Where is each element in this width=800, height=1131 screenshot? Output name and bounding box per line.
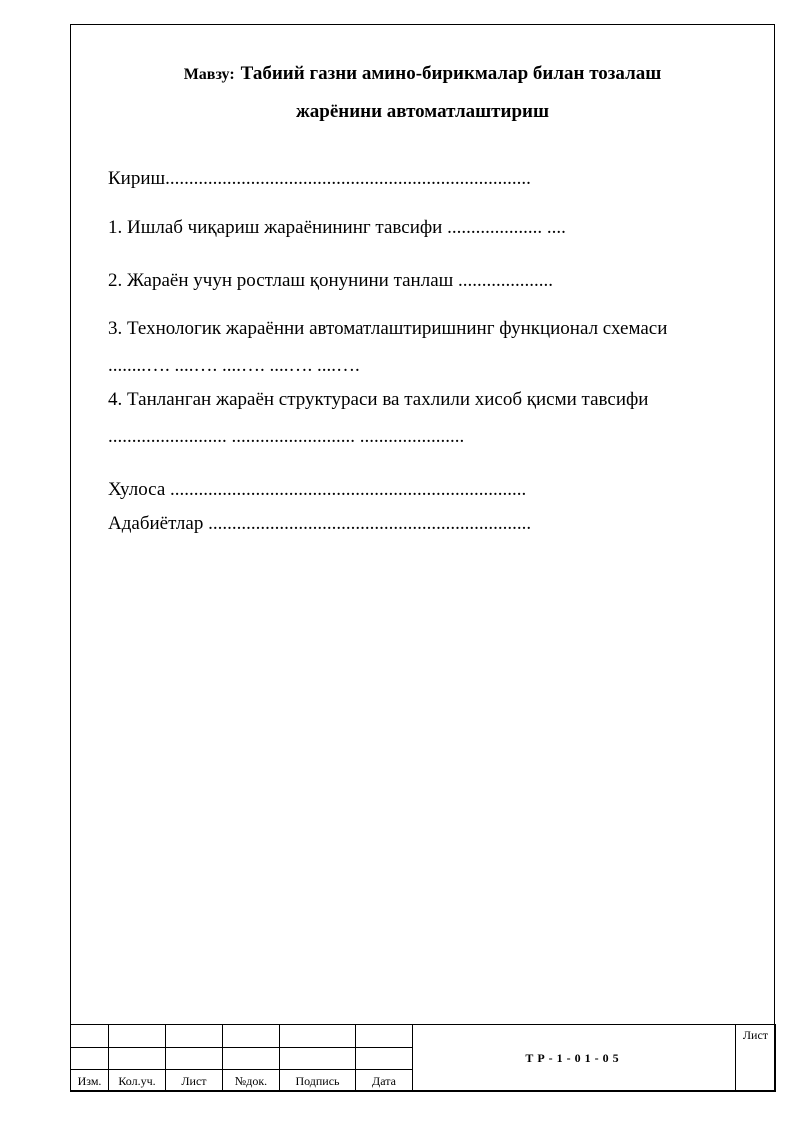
document-code: ТР-1-01-05: [413, 1025, 736, 1092]
toc-item-4-dots: ......................... .......................... ......................: [108, 426, 465, 447]
stamp-cell: [356, 1048, 413, 1070]
topic-title-line2: жарёнини автоматлаштириш: [295, 101, 550, 122]
title-block-stamp: [70, 1024, 776, 1092]
stamp-cell: [109, 1048, 166, 1070]
stamp-header-date: Дата: [356, 1070, 413, 1092]
stamp-header-change: Изм.: [71, 1070, 109, 1092]
topic-title-text: Табиий газни амино-бирикмалар билан тозалаш: [240, 63, 662, 84]
sheet-label: Лист: [736, 1025, 776, 1092]
stamp-header-count: Кол.уч.: [109, 1070, 166, 1092]
toc-item-3-dots: ........…. ....…. ....…. ....…. ....….: [108, 355, 360, 376]
stamp-cell: [71, 1025, 109, 1048]
toc-item-3: 3. Технологик жараённи автоматлаштиришнинг функционал схемаси: [108, 318, 668, 339]
stamp-cell: [223, 1048, 280, 1070]
stamp-header-sheet: Лист: [166, 1070, 223, 1092]
topic-label: Мавзу:: [183, 66, 235, 83]
toc-item-2: 2. Жараён учун ростлаш қонунини танлаш ....................: [108, 270, 554, 291]
stamp-cell: [356, 1025, 413, 1048]
stamp-cell: [166, 1025, 223, 1048]
toc-item-4: 4. Танланган жараён структураси ва тахлили хисоб қисми тавсифи: [108, 389, 649, 410]
stamp-cell: [109, 1025, 166, 1048]
stamp-cell: [280, 1048, 356, 1070]
toc-intro: Кириш.............................................................................: [108, 168, 531, 189]
stamp-header-doc-number: №док.: [223, 1070, 280, 1092]
toc-references: Адабиётлар ....................................................................: [108, 513, 532, 534]
toc-item-1: 1. Ишлаб чиқариш жараёнининг тавсифи .................... ....: [108, 217, 566, 238]
stamp-cell: [223, 1025, 280, 1048]
topic-title-line1: [70, 63, 775, 85]
stamp-cell: [166, 1048, 223, 1070]
stamp-header-signature: Подпись: [280, 1070, 356, 1092]
stamp-cell: [71, 1048, 109, 1070]
stamp-cell: [280, 1025, 356, 1048]
toc-conclusion: Хулоса ...........................................................................: [108, 479, 527, 500]
